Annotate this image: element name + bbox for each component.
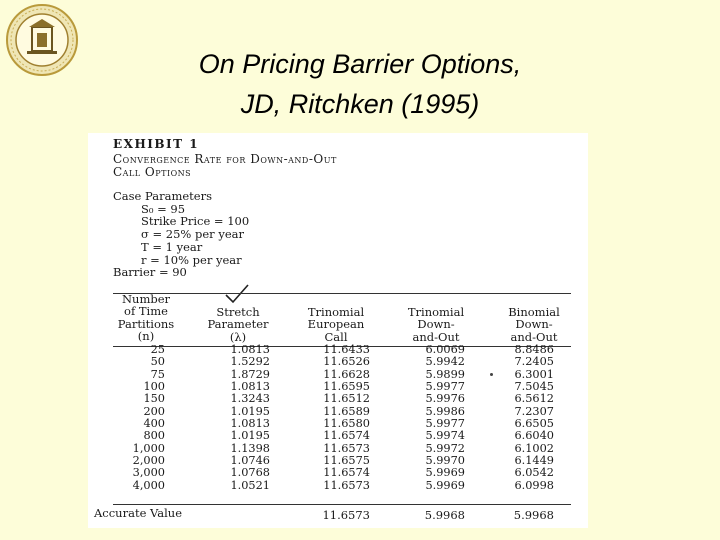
table-cell: 11.6574	[323, 429, 370, 443]
col-header-trinomial-european	[291, 306, 381, 343]
col-header-text: Trinomial	[307, 305, 365, 319]
table-cell: 7.2307	[514, 404, 554, 418]
table-cell: 6.1002	[514, 441, 554, 455]
table-cell: 5.9970	[425, 454, 465, 468]
param-r: r = 10% per year	[141, 252, 242, 267]
table-cell: 5.9969	[425, 478, 465, 492]
table-cell: 11.6573	[323, 441, 370, 455]
col-header-text: of Time	[124, 304, 168, 319]
case-parameters	[113, 190, 249, 279]
param-t: T = 1 year	[141, 239, 203, 254]
table-cell: 1.8729	[230, 367, 270, 381]
table-cell: 6.3001	[514, 367, 554, 381]
table-cell: 5.9976	[425, 392, 465, 406]
col-header-partitions	[102, 293, 190, 342]
table-cell: 1.1398	[230, 441, 270, 455]
table-cell: 6.5612	[514, 392, 554, 406]
col-header-text: Number	[121, 292, 171, 306]
table-cell: 1.0195	[230, 404, 270, 418]
exhibit-heading-1: Convergence Rate for Down-and-Out	[113, 152, 337, 166]
col-header-text: Partitions	[117, 316, 175, 331]
table-cell: 400	[143, 417, 165, 431]
col-header-text: (λ)	[229, 329, 247, 344]
table-cell: 11.6526	[323, 355, 370, 369]
col-header-text: Binomial	[508, 305, 560, 319]
table-cell: 1.0813	[230, 380, 270, 394]
table-cell: 1.0521	[230, 478, 270, 492]
col-header-stretch	[194, 306, 282, 343]
table-cell: 6.1449	[514, 454, 554, 468]
col-header-text: Down-	[515, 317, 553, 332]
table-cell: 5.9899	[425, 367, 465, 381]
accurate-value-european: 11.6573	[322, 508, 370, 522]
table-cell: 5.9977	[425, 417, 465, 431]
table-cell: 6.0542	[514, 466, 554, 480]
param-sigma: σ = 25% per year	[141, 227, 244, 242]
col-header-trinomial-dao	[391, 306, 481, 343]
col-header-text: European	[307, 317, 365, 332]
table-cell: 1.3243	[230, 392, 270, 406]
table-cell: 11.6589	[323, 404, 370, 418]
col-header-text: Down-	[417, 317, 455, 332]
table-cell: 11.6573	[323, 478, 370, 492]
checkmark-icon	[224, 283, 250, 305]
table-cell: 5.9974	[425, 429, 465, 443]
col-header-text: and-Out	[412, 329, 460, 344]
table-cell: 11.6575	[323, 454, 370, 468]
table-cell: 200	[143, 404, 165, 418]
table-cell: 1.0813	[230, 343, 270, 356]
param-strike: Strike Price = 100	[141, 214, 250, 229]
table-cell: 800	[143, 429, 165, 443]
exhibit-scan	[88, 133, 588, 528]
table-cell: 6.0069	[425, 343, 465, 356]
col-binomial-dao	[499, 344, 554, 492]
table-rule-bottom	[113, 504, 571, 505]
slide-title-line-1: On Pricing Barrier Options,	[198, 49, 522, 79]
table-cell: 100	[143, 380, 165, 394]
table-cell: 1.0195	[230, 429, 270, 443]
col-header-text: and-Out	[510, 329, 558, 344]
table-cell: 5.9986	[425, 404, 465, 418]
param-s0: S₀ = 95	[141, 201, 186, 216]
table-cell: 8.8486	[514, 343, 554, 356]
exhibit-heading-2: Call Options	[113, 165, 192, 179]
table-cell: 1.5292	[230, 355, 270, 369]
table-cell: 11.6512	[323, 392, 370, 406]
table-cell: 11.6595	[323, 380, 370, 394]
table-cell: 6.6040	[514, 429, 554, 443]
table-cell: 11.6580	[323, 417, 370, 431]
accurate-value-binomial-dao: 5.9968	[513, 508, 554, 522]
col-header-binomial-dao	[489, 306, 579, 343]
table-cell: 150	[143, 392, 165, 406]
col-header-text: (n)	[137, 328, 155, 343]
table-cell: 11.6433	[323, 343, 370, 356]
table-cell: 5.9942	[425, 355, 465, 369]
table-cell: 1.0746	[230, 454, 270, 468]
col-partitions	[108, 344, 165, 492]
table-cell: 7.5045	[514, 380, 554, 394]
col-trinomial-european	[300, 344, 370, 492]
table-cell: 5.9972	[425, 441, 465, 455]
table-cell: 4,000	[132, 478, 165, 492]
university-seal-logo	[5, 3, 79, 77]
accurate-value-trinomial-dao: 5.9968	[424, 508, 465, 522]
table-cell: 75	[150, 367, 165, 381]
table-cell: 11.6628	[323, 367, 370, 381]
col-header-text: Parameter	[207, 317, 269, 332]
table-cell: 1,000	[132, 441, 165, 455]
col-header-text: Trinomial	[407, 305, 465, 319]
param-barrier: Barrier = 90	[113, 265, 187, 280]
table-cell: 50	[150, 355, 165, 369]
table-cell: 7.2405	[514, 355, 554, 369]
col-header-text: Call	[324, 329, 348, 344]
table-cell: 3,000	[132, 466, 165, 480]
table-cell: 6.6505	[514, 417, 554, 431]
col-stretch	[204, 344, 270, 492]
table-cell: 1.0813	[230, 417, 270, 431]
slide-title-line-2: JD, Ritchken (1995)	[240, 89, 480, 119]
accurate-value-label: Accurate Value	[94, 506, 183, 520]
table-cell: 2,000	[132, 454, 165, 468]
scan-speck	[490, 373, 493, 376]
exhibit-label: EXHIBIT 1	[113, 137, 200, 151]
col-header-text: Stretch	[216, 305, 260, 319]
table-cell: 6.0998	[514, 478, 554, 492]
col-trinomial-dao	[403, 344, 465, 492]
table-cell: 1.0768	[230, 466, 270, 480]
table-cell: 5.9977	[425, 380, 465, 394]
table-cell: 5.9969	[425, 466, 465, 480]
table-cell: 11.6574	[323, 466, 370, 480]
params-title: Case Parameters	[113, 189, 212, 203]
table-cell: 25	[150, 343, 165, 356]
